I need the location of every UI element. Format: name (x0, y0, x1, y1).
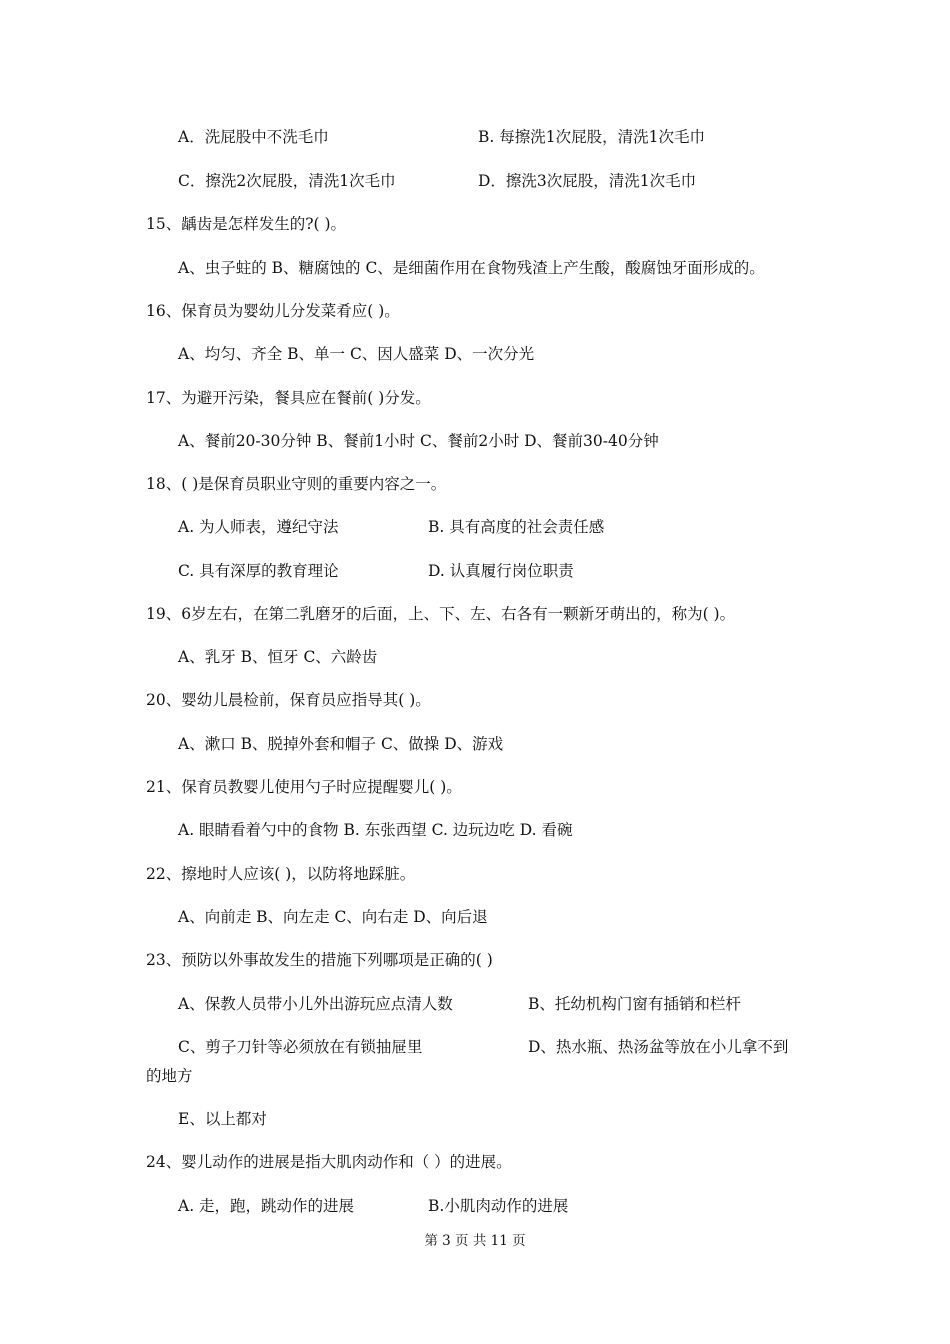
option-line: E、以上都对 (178, 1110, 267, 1128)
option-line: D. 认真履行岗位职责 (428, 562, 574, 580)
question-23: 23、预防以外事故发生的措施下列哪项是正确的( ) (146, 951, 493, 969)
option-line: B. 具有高度的社会责任感 (428, 518, 605, 536)
question-22: 22、擦地时人应该( )，以防将地踩脏。 (146, 865, 416, 883)
option-line: B、托幼机构门窗有插销和栏杆 (528, 995, 741, 1013)
options-15: A、虫子蛀的 B、糖腐蚀的 C、是细菌作用在食物残渣上产生酸，酸腐蚀牙面形成的。 (178, 259, 765, 277)
option-line: A. 走，跑，跳动作的进展 (178, 1197, 355, 1215)
options-22: A、向前走 B、向左走 C、向右走 D、向后退 (178, 908, 488, 926)
question-21: 21、保育员教婴儿使用勺子时应提醒婴儿( )。 (146, 778, 462, 796)
options-19: A、乳牙 B、恒牙 C、六龄齿 (178, 648, 378, 666)
option-line: C. 具有深厚的教育理论 (178, 562, 339, 580)
option-line: A. 为人师表，遵纪守法 (178, 518, 339, 536)
option-line: A．洗屁股中不洗毛巾 (178, 128, 329, 146)
question-16: 16、保育员为婴幼儿分发菜肴应( )。 (146, 302, 400, 320)
option-line: C、剪子刀针等必须放在有锁抽屉里 (178, 1038, 423, 1056)
options-20: A、漱口 B、脱掉外套和帽子 C、做操 D、游戏 (178, 735, 504, 753)
question-19: 19、6岁左右，在第二乳磨牙的后面，上、下、左、右各有一颗新牙萌出的，称为( )。 (146, 605, 736, 623)
question-20: 20、婴幼儿晨检前，保育员应指导其( )。 (146, 691, 431, 709)
option-line: D、热水瓶、热汤盆等放在小儿拿不到 (528, 1038, 789, 1056)
question-15: 15、龋齿是怎样发生的?( )。 (146, 215, 347, 233)
question-17: 17、为避开污染，餐具应在餐前( )分发。 (146, 389, 431, 407)
option-line: B. 每擦洗1次屁股，清洗1次毛巾 (478, 128, 705, 146)
page-footer: 第 3 页 共 11 页 (424, 1233, 526, 1249)
question-24: 24、婴儿动作的进展是指大肌肉动作和（ ）的进展。 (146, 1153, 512, 1171)
option-line: C．擦洗2次屁股，清洗1次毛巾 (178, 172, 396, 190)
option-line: B.小肌肉动作的进展 (428, 1197, 569, 1215)
option-continuation: 的地方 (146, 1067, 193, 1085)
options-21: A. 眼睛看着勺中的食物 B. 东张西望 C. 边玩边吃 D. 看碗 (178, 821, 573, 839)
question-18: 18、( )是保育员职业守则的重要内容之一。 (146, 475, 447, 493)
option-line: A、保教人员带小儿外出游玩应点清人数 (178, 995, 453, 1013)
option-line: D．擦洗3次屁股，清洗1次毛巾 (478, 172, 697, 190)
options-17: A、餐前20-30分钟 B、餐前1小时 C、餐前2小时 D、餐前30-40分钟 (178, 432, 659, 450)
options-16: A、均匀、齐全 B、单一 C、因人盛菜 D、一次分光 (178, 345, 535, 363)
